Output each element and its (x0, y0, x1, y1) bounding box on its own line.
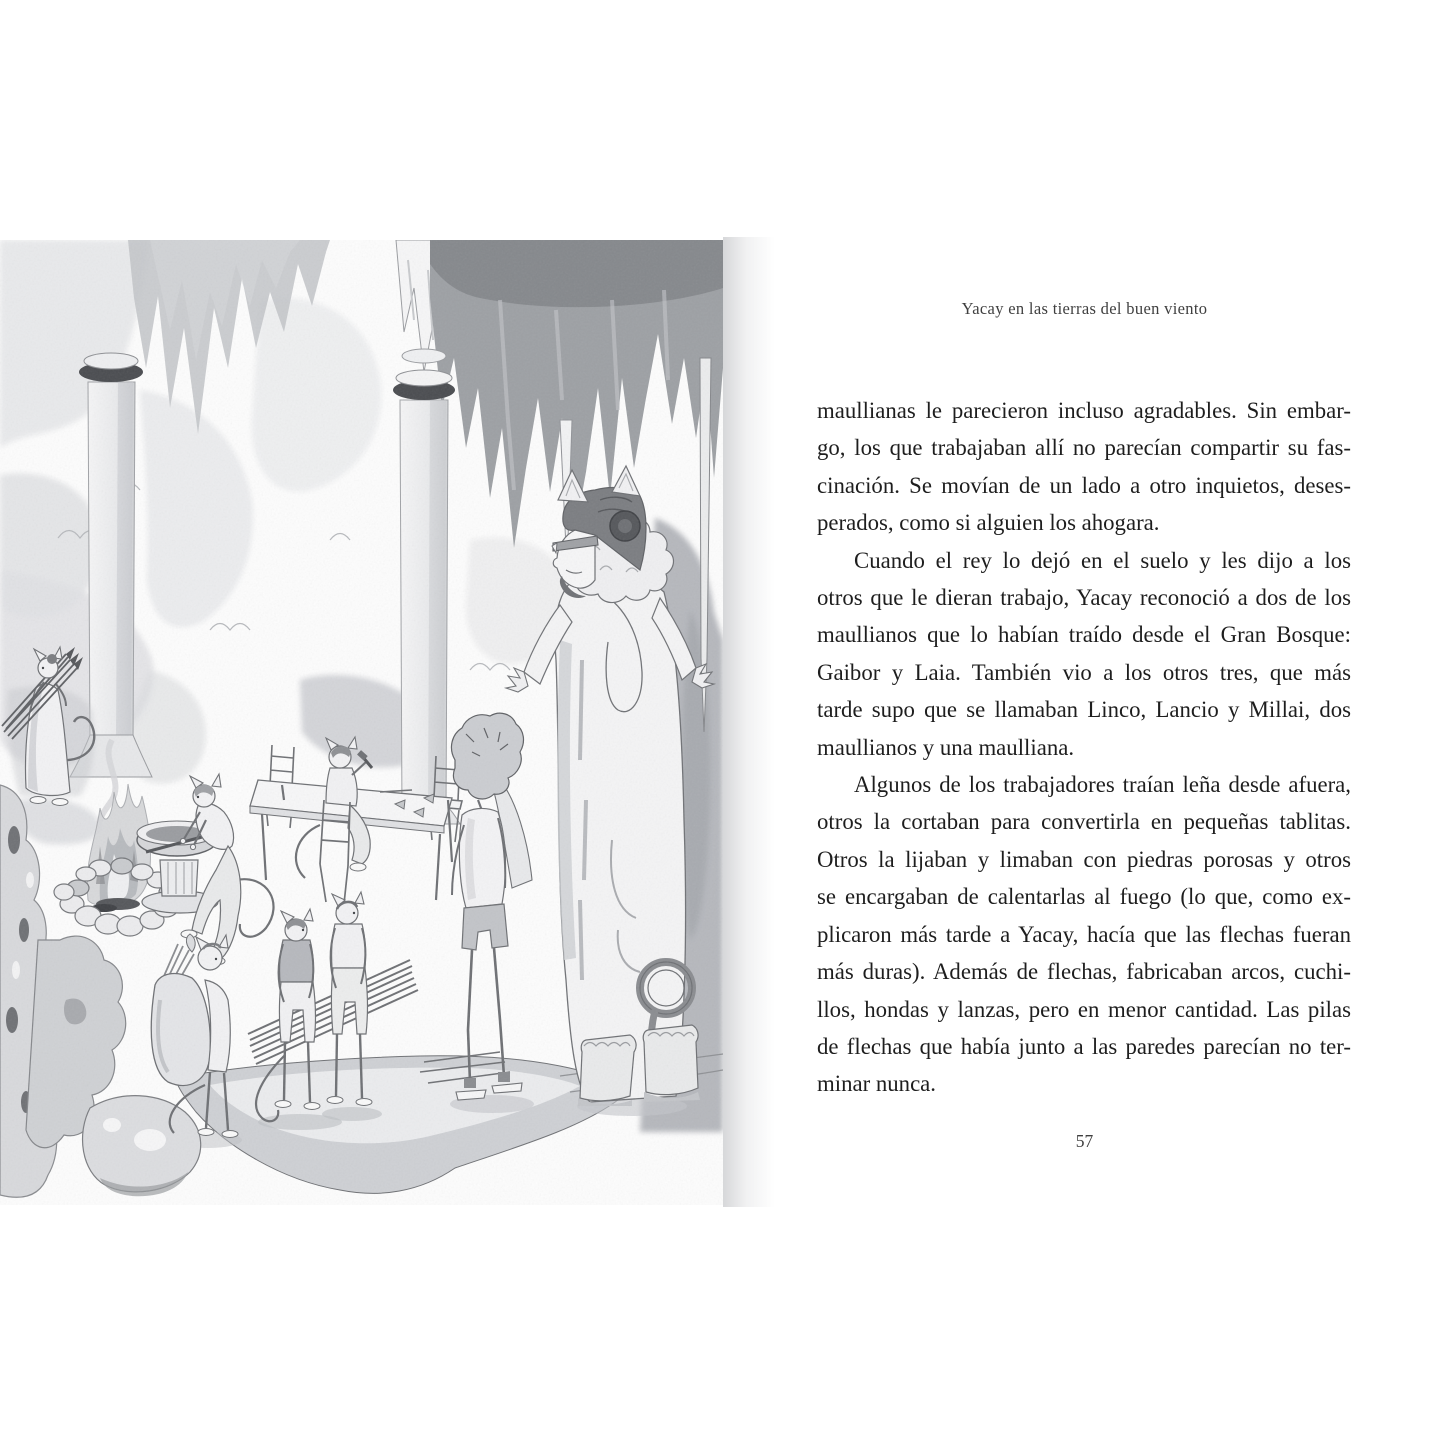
illustration (0, 240, 723, 1205)
running-header: Yacay en las tierras del buen viento (961, 299, 1208, 318)
text-line: go, los que trabajaban allí no parecían compartir su fas- (817, 435, 1351, 461)
text-line: maullianos que lo habían traído desde el Gran Bosque: (817, 622, 1351, 648)
body-text (817, 392, 1351, 1103)
text-line: se encargaban de calentarlas al fuego (lo que, como ex- (817, 884, 1351, 910)
text-line: otros la cortaban para convertirla en pequeñas tablitas. (817, 809, 1351, 835)
text-line: perados, como si alguien los ahogara. (817, 510, 1160, 536)
page-gutter-shadow (723, 237, 775, 1207)
text-line: otros que le dieran trabajo, Yacay reconoció a dos de los (817, 585, 1351, 611)
text-line: maullianos y una maulliana. (817, 734, 1075, 760)
text-line: minar nunca. (817, 1071, 937, 1097)
text-line: Gaibor y Laia. También vio a los otros tres, que más (817, 659, 1351, 685)
text-line: tarde supo que se llamaban Linco, Lancio y Millai, dos (817, 697, 1351, 723)
cave-illustration (0, 240, 723, 1205)
text-line: Algunos de los trabajadores traían leña desde afuera, (854, 772, 1351, 798)
text-line: de flechas que había junto a las paredes parecían no ter- (817, 1033, 1351, 1059)
text-line: más duras). Además de flechas, fabricaban arcos, cuchi- (817, 959, 1351, 985)
text-line: Otros la lijaban y limaban con piedras porosas y otros (817, 846, 1351, 872)
text-line: plicaron más tarde a Yacay, hacía que las flechas fueran (817, 921, 1351, 947)
text-line: maullianas le parecieron incluso agradables. Sin embar- (817, 398, 1351, 423)
page-number: 57 (1075, 1131, 1094, 1151)
text-line: Cuando el rey lo dejó en el suelo y les dijo a los (854, 547, 1351, 573)
text-line: cinación. Se movían de un lado a otro inquietos, deses- (817, 472, 1351, 498)
text-line: llos, hondas y lanzas, pero en menor cantidad. Las pilas (817, 996, 1351, 1022)
